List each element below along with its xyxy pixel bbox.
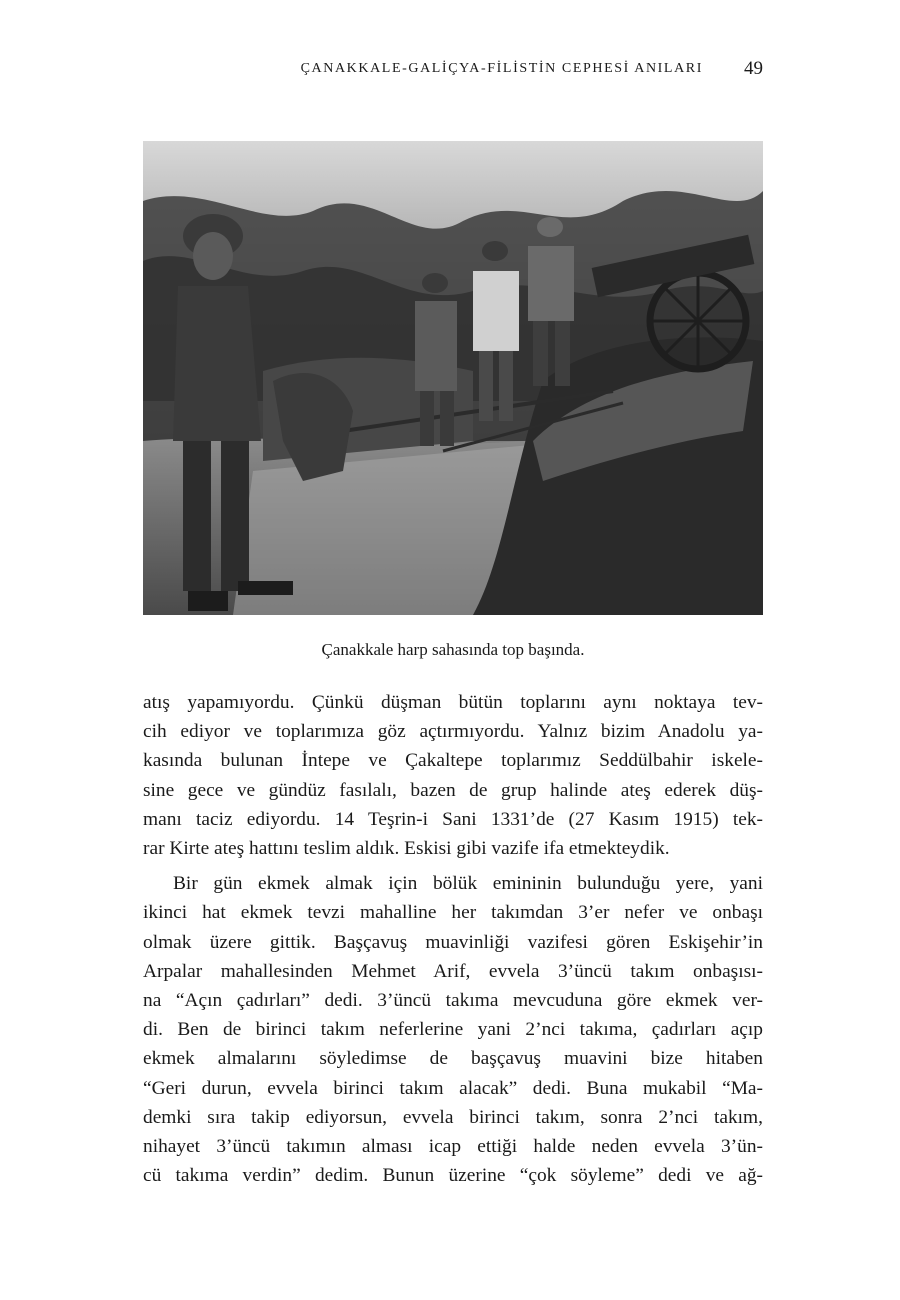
running-head [143, 58, 763, 82]
text-line: kasında bulunan İntepe ve Çakaltepe toplarımız Seddülbahir iskele- [143, 750, 763, 772]
body-text [143, 688, 763, 1190]
historical-photograph [143, 141, 763, 615]
text-line: “Geri durun, evvela birinci takım alacak” dedi. Buna mukabil “Ma- [143, 1077, 763, 1099]
text-line: cü takıma verdin” dedim. Bunun üzerine “çok söyleme” dedi ve ağ- [143, 1165, 763, 1187]
text-line: Bir gün ekmek almak için bölük emininin bulunduğu yere, yani [173, 873, 763, 895]
paragraph [143, 688, 763, 863]
text-line: nihayet 3’üncü takımın alması icap ettiği halde neden evvela 3’ün- [143, 1136, 763, 1158]
text-line: di. Ben de birinci takım neferlerine yani 2’nci takıma, çadırları açıp [143, 1019, 763, 1041]
text-line: ikinci hat ekmek tevzi mahalline her takımdan 3’er nefer ve onbaşı [143, 902, 763, 924]
photo-caption: Çanakkale harp sahasında top başında. [321, 640, 585, 659]
text-line: na “Açın çadırları” dedi. 3’üncü takıma mevcuduna göre ekmek ver- [143, 990, 763, 1012]
paragraph [143, 869, 763, 1190]
text-line: rar Kirte ateş hattını teslim aldık. Eskisi gibi vazife ifa etmekteydik. [143, 838, 670, 860]
text-line: demki sıra takip ediyorsun, evvela birinci takım, sonra 2’nci takım, [143, 1106, 763, 1128]
page-number: 49 [744, 58, 763, 79]
text-line: atış yapamıyordu. Çünkü düşman bütün toplarını aynı noktaya tev- [143, 692, 763, 713]
photo-illustration [143, 141, 763, 615]
text-line: manı taciz ediyordu. 14 Teşrin-i Sani 1331’de (27 Kasım 1915) tek- [143, 808, 763, 830]
text-line: sine gece ve gündüz fasılalı, bazen de grup halinde ateş ederek düş- [143, 779, 763, 801]
running-title: ÇANAKKALE-GALİÇYA-FİLİSTİN CEPHESİ ANILARI [300, 61, 703, 76]
text-line: ekmek almalarını söyledimse de başçavuş muavini bize hitaben [143, 1048, 763, 1070]
text-line: cih ediyor ve toplarımıza göz açtırmıyordu. Yalnız bizim Anadolu ya- [143, 721, 763, 743]
text-line: olmak üzere gittik. Başçavuş muavinliği vazifesi gören Eskişehir’in [143, 931, 763, 953]
text-line: Arpalar mahallesinden Mehmet Arif, evvela 3’üncü takım onbaşısı- [143, 960, 763, 982]
